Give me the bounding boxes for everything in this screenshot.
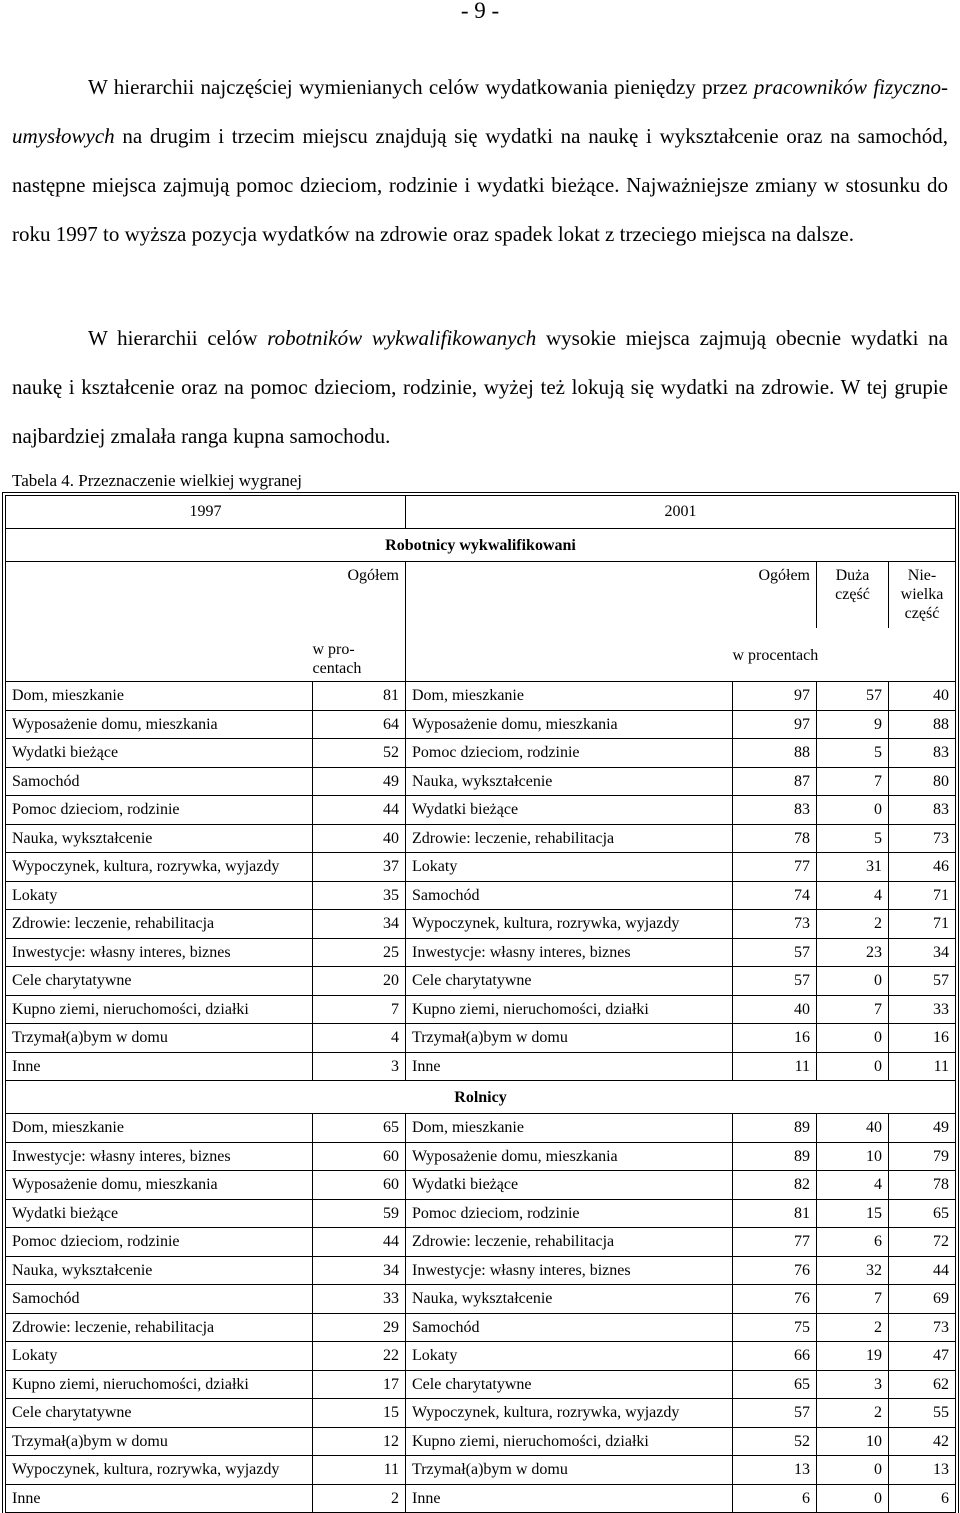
value-ogolem-2001: 89 [733,1114,817,1143]
table-row [6,1456,956,1485]
value-niewielka-czesc: 83 [889,796,956,825]
value-niewielka-czesc: 72 [889,1228,956,1257]
value-niewielka-czesc: 33 [889,995,956,1024]
value-ogolem-2001: 65 [733,1370,817,1399]
value-niewielka-czesc: 16 [889,1024,956,1053]
value-duza-czesc: 4 [817,881,889,910]
value-duza-czesc: 5 [817,824,889,853]
value-1997: 33 [313,1285,406,1314]
row-label-1997: Lokaty [6,881,313,910]
table-row [6,1285,956,1314]
value-duza-czesc: 23 [817,938,889,967]
value-ogolem-2001: 11 [733,1052,817,1081]
value-1997: 49 [313,767,406,796]
value-niewielka-czesc: 42 [889,1427,956,1456]
table-row [6,682,956,711]
value-niewielka-czesc: 57 [889,967,956,996]
row-label-2001: Lokaty [406,853,733,882]
value-duza-czesc: 10 [817,1427,889,1456]
row-label-2001: Kupno ziemi, nieruchomości, działki [406,1427,733,1456]
value-ogolem-2001: 88 [733,739,817,768]
value-1997: 2 [313,1484,406,1513]
col-ogolem-2001: Ogółem [733,562,817,629]
row-label-1997: Kupno ziemi, nieruchomości, działki [6,1370,313,1399]
value-duza-czesc: 10 [817,1142,889,1171]
row-label-1997: Dom, mieszkanie [6,682,313,711]
unit-2001: w procentach [733,628,956,682]
row-label-2001: Inne [406,1052,733,1081]
row-label-2001: Nauka, wykształcenie [406,767,733,796]
value-1997: 59 [313,1199,406,1228]
value-1997: 15 [313,1399,406,1428]
value-ogolem-2001: 57 [733,967,817,996]
row-label-2001: Inwestycje: własny interes, biznes [406,938,733,967]
value-1997: 65 [313,1114,406,1143]
value-1997: 17 [313,1370,406,1399]
table-row [6,853,956,882]
row-label-2001: Wydatki bieżące [406,1171,733,1200]
value-niewielka-czesc: 80 [889,767,956,796]
value-1997: 35 [313,881,406,910]
row-label-2001: Wyposażenie domu, mieszkania [406,1142,733,1171]
value-niewielka-czesc: 78 [889,1171,956,1200]
row-label-1997: Nauka, wykształcenie [6,824,313,853]
value-1997: 44 [313,1228,406,1257]
value-duza-czesc: 2 [817,910,889,939]
table-row [6,995,956,1024]
value-niewielka-czesc: 55 [889,1399,956,1428]
col-niewielka-czesc: Nie- wielka część [889,562,956,629]
paragraph-2-text: W hierarchii celów [88,326,268,350]
row-label-1997: Zdrowie: leczenie, rehabilitacja [6,910,313,939]
row-label-2001: Pomoc dzieciom, rodzinie [406,1199,733,1228]
value-1997: 60 [313,1171,406,1200]
paragraph-1-italic: pracowników fizyczno-umysłowych [12,75,948,148]
value-ogolem-2001: 77 [733,1228,817,1257]
row-label-1997: Cele charytatywne [6,1399,313,1428]
value-ogolem-2001: 87 [733,767,817,796]
value-1997: 20 [313,967,406,996]
value-1997: 3 [313,1052,406,1081]
table-row [6,1342,956,1371]
table-row [6,710,956,739]
table-row [6,1313,956,1342]
value-niewielka-czesc: 71 [889,910,956,939]
value-ogolem-2001: 16 [733,1024,817,1053]
table-row [6,1427,956,1456]
value-niewielka-czesc: 49 [889,1114,956,1143]
row-label-1997: Wydatki bieżące [6,1199,313,1228]
row-label-1997: Trzymał(a)bym w domu [6,1024,313,1053]
value-1997: 7 [313,995,406,1024]
row-label-2001: Samochód [406,1313,733,1342]
value-niewielka-czesc: 40 [889,682,956,711]
section-title: Rolnicy [6,1081,956,1114]
table-row [6,1142,956,1171]
row-label-1997: Wydatki bieżące [6,739,313,768]
value-niewielka-czesc: 44 [889,1256,956,1285]
value-niewielka-czesc: 62 [889,1370,956,1399]
row-label-2001: Kupno ziemi, nieruchomości, działki [406,995,733,1024]
row-label-2001: Nauka, wykształcenie [406,1285,733,1314]
page-number: - 9 - [460,0,500,23]
value-duza-czesc: 6 [817,1228,889,1257]
value-ogolem-2001: 74 [733,881,817,910]
row-label-1997: Zdrowie: leczenie, rehabilitacja [6,1313,313,1342]
row-label-1997: Inne [6,1052,313,1081]
paragraph-2 [12,314,948,461]
value-ogolem-2001: 81 [733,1199,817,1228]
row-label-2001: Samochód [406,881,733,910]
value-niewielka-czesc: 73 [889,1313,956,1342]
row-label-2001: Wydatki bieżące [406,796,733,825]
table-row [6,938,956,967]
row-label-2001: Zdrowie: leczenie, rehabilitacja [406,824,733,853]
value-duza-czesc: 32 [817,1256,889,1285]
value-niewielka-czesc: 11 [889,1052,956,1081]
table-row [6,739,956,768]
value-niewielka-czesc: 73 [889,824,956,853]
header-years-row [6,496,956,529]
row-label-2001: Inwestycje: własny interes, biznes [406,1256,733,1285]
table-row [6,881,956,910]
value-niewielka-czesc: 71 [889,881,956,910]
value-1997: 34 [313,1256,406,1285]
row-label-1997: Pomoc dzieciom, rodzinie [6,796,313,825]
paragraph-1-text-rest: na drugim i trzecim miejscu znajdują się wydatki na naukę i wykształcenie oraz na samochód, następne miejsca zajmują pomoc dzieciom, rodzinie i wydatki bieżące. Najważniejsze zmiany w stosunku do roku 1997 to wyższa pozycja wydatków na zdrowie oraz spadek lokat z trzeciego miejsca na dalsze. [12,124,948,246]
value-duza-czesc: 4 [817,1171,889,1200]
value-duza-czesc: 40 [817,1114,889,1143]
section-title-row [6,529,956,562]
value-1997: 60 [313,1142,406,1171]
header-columns-row [6,562,956,629]
value-ogolem-2001: 77 [733,853,817,882]
paragraph-1 [12,63,948,259]
value-1997: 22 [313,1342,406,1371]
value-1997: 12 [313,1427,406,1456]
value-ogolem-2001: 40 [733,995,817,1024]
allocation-table [5,495,956,1513]
col-duza-czesc: Duża część [817,562,889,629]
value-1997: 44 [313,796,406,825]
value-duza-czesc: 15 [817,1199,889,1228]
table-row [6,1052,956,1081]
row-label-2001: Dom, mieszkanie [406,1114,733,1143]
table-row [6,1484,956,1513]
row-label-1997: Samochód [6,1285,313,1314]
value-niewielka-czesc: 88 [889,710,956,739]
value-duza-czesc: 0 [817,1052,889,1081]
value-duza-czesc: 57 [817,682,889,711]
value-ogolem-2001: 6 [733,1484,817,1513]
row-label-1997: Samochód [6,767,313,796]
value-ogolem-2001: 83 [733,796,817,825]
value-duza-czesc: 31 [817,853,889,882]
value-ogolem-2001: 52 [733,1427,817,1456]
table-caption: Tabela 4. Przeznaczenie wielkiej wygranej [12,471,303,490]
value-niewielka-czesc: 13 [889,1456,956,1485]
paragraph-2-text-rest: wysokie miejsca zajmują obecnie wydatki na naukę i kształcenie oraz na pomoc dzieciom, rodzinie, wyżej też lokują się wydatki na zdrowie. W tej grupie najbardziej zmalała ranga kupna samochodu. [12,326,948,448]
value-1997: 64 [313,710,406,739]
row-label-2001: Cele charytatywne [406,967,733,996]
table-row [6,1228,956,1257]
row-label-1997: Wypoczynek, kultura, rozrywka, wyjazdy [6,853,313,882]
value-duza-czesc: 2 [817,1313,889,1342]
value-niewielka-czesc: 83 [889,739,956,768]
row-label-1997: Wyposażenie domu, mieszkania [6,710,313,739]
value-duza-czesc: 0 [817,796,889,825]
value-duza-czesc: 0 [817,1024,889,1053]
value-ogolem-2001: 89 [733,1142,817,1171]
row-label-1997: Inwestycje: własny interes, biznes [6,938,313,967]
value-duza-czesc: 2 [817,1399,889,1428]
table-row [6,796,956,825]
col-ogolem-1997: Ogółem [313,562,406,629]
row-label-1997: Wyposażenie domu, mieszkania [6,1171,313,1200]
value-duza-czesc: 0 [817,1456,889,1485]
table-row [6,1024,956,1053]
value-niewielka-czesc: 34 [889,938,956,967]
value-duza-czesc: 7 [817,767,889,796]
row-label-1997: Cele charytatywne [6,967,313,996]
row-label-2001: Inne [406,1484,733,1513]
row-label-1997: Lokaty [6,1342,313,1371]
value-ogolem-2001: 13 [733,1456,817,1485]
row-label-1997: Trzymał(a)bym w domu [6,1427,313,1456]
value-niewielka-czesc: 47 [889,1342,956,1371]
value-1997: 34 [313,910,406,939]
value-1997: 29 [313,1313,406,1342]
row-label-2001: Pomoc dzieciom, rodzinie [406,739,733,768]
value-duza-czesc: 9 [817,710,889,739]
row-label-2001: Wyposażenie domu, mieszkania [406,710,733,739]
row-label-2001: Lokaty [406,1342,733,1371]
value-duza-czesc: 3 [817,1370,889,1399]
row-label-2001: Trzymał(a)bym w domu [406,1456,733,1485]
table-row [6,1171,956,1200]
table-row [6,767,956,796]
value-duza-czesc: 0 [817,967,889,996]
value-1997: 11 [313,1456,406,1485]
table-row [6,1256,956,1285]
row-label-2001: Dom, mieszkanie [406,682,733,711]
value-1997: 37 [313,853,406,882]
row-label-2001: Trzymał(a)bym w domu [406,1024,733,1053]
table-row [6,824,956,853]
value-duza-czesc: 5 [817,739,889,768]
value-ogolem-2001: 76 [733,1285,817,1314]
row-label-1997: Inne [6,1484,313,1513]
table-row [6,967,956,996]
section-title-row [6,1081,956,1114]
value-1997: 52 [313,739,406,768]
table-row [6,1370,956,1399]
value-1997: 40 [313,824,406,853]
value-ogolem-2001: 76 [733,1256,817,1285]
value-1997: 81 [313,682,406,711]
unit-1997: w pro- centach [313,628,406,682]
row-label-2001: Wypoczynek, kultura, rozrywka, wyjazdy [406,1399,733,1428]
value-ogolem-2001: 97 [733,682,817,711]
value-ogolem-2001: 75 [733,1313,817,1342]
value-ogolem-2001: 73 [733,910,817,939]
row-label-2001: Wypoczynek, kultura, rozrywka, wyjazdy [406,910,733,939]
value-ogolem-2001: 57 [733,938,817,967]
year-1997-header: 1997 [6,496,406,529]
value-1997: 25 [313,938,406,967]
value-ogolem-2001: 82 [733,1171,817,1200]
value-niewielka-czesc: 46 [889,853,956,882]
value-ogolem-2001: 97 [733,710,817,739]
row-label-1997: Nauka, wykształcenie [6,1256,313,1285]
row-label-1997: Pomoc dzieciom, rodzinie [6,1228,313,1257]
value-niewielka-czesc: 79 [889,1142,956,1171]
value-duza-czesc: 0 [817,1484,889,1513]
value-duza-czesc: 19 [817,1342,889,1371]
value-ogolem-2001: 78 [733,824,817,853]
value-niewielka-czesc: 65 [889,1199,956,1228]
header-units-row [6,628,956,682]
table-row [6,910,956,939]
paragraph-2-italic: robotników wykwalifikowanych [267,326,537,350]
value-niewielka-czesc: 69 [889,1285,956,1314]
value-duza-czesc: 7 [817,995,889,1024]
row-label-1997: Kupno ziemi, nieruchomości, działki [6,995,313,1024]
table-row [6,1199,956,1228]
year-2001-header: 2001 [406,496,956,529]
row-label-1997: Wypoczynek, kultura, rozrywka, wyjazdy [6,1456,313,1485]
row-label-2001: Zdrowie: leczenie, rehabilitacja [406,1228,733,1257]
row-label-1997: Inwestycje: własny interes, biznes [6,1142,313,1171]
value-ogolem-2001: 57 [733,1399,817,1428]
value-1997: 4 [313,1024,406,1053]
row-label-2001: Cele charytatywne [406,1370,733,1399]
table-row [6,1399,956,1428]
table-row [6,1114,956,1143]
value-ogolem-2001: 66 [733,1342,817,1371]
value-duza-czesc: 7 [817,1285,889,1314]
section-title: Robotnicy wykwalifikowani [6,529,956,562]
paragraph-1-text: W hierarchii najczęściej wymienianych celów wydatkowania pieniędzy przez [88,75,754,99]
value-niewielka-czesc: 6 [889,1484,956,1513]
row-label-1997: Dom, mieszkanie [6,1114,313,1143]
